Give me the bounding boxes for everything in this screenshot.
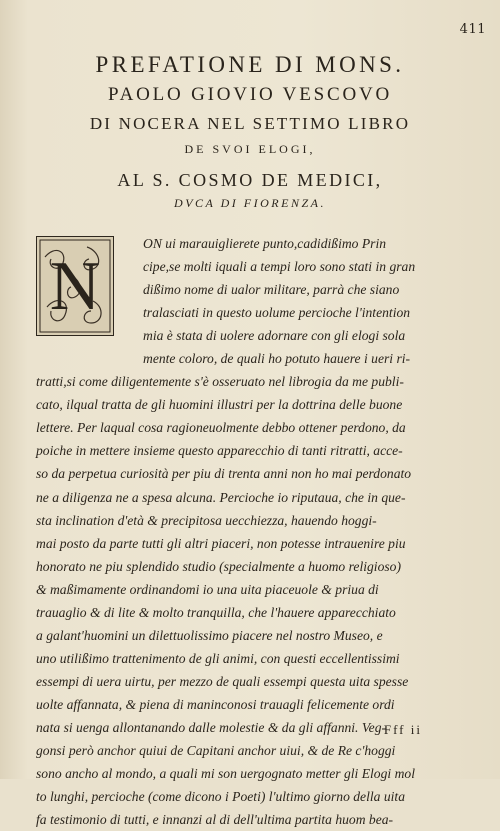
title-line-1: PREFATIONE DI MONS.: [95, 52, 405, 77]
text-line: so da perpetua curiosità per piu di trenta anni non ho mai perdonato: [36, 466, 412, 482]
dedication-subline: DVCA DI FIORENZA.: [174, 196, 326, 210]
text-line: essempi di uera uirtu, per mezzo de quali essempi questa uita spesse: [36, 673, 409, 689]
text-line: cipe,se molti iquali a tempi loro sono stati in gran: [143, 259, 416, 275]
title-line-4: DE SVOI ELOGI,: [184, 142, 316, 156]
text-line: a galant'huomini un dilettuolissimo piacere nel nostro Museo, e: [36, 627, 383, 643]
dedication-line: AL S. COSMO DE MEDICI,: [117, 170, 383, 190]
initial-letter: N: [49, 248, 101, 325]
text-line: tralasciati in questo uolume percioche l'intention: [143, 305, 411, 321]
text-line: sta inclination d'età & precipitosa uecchiezza, hauendo hoggi-: [36, 512, 377, 528]
text-line: gonsi però anchor quiui de Capitani anchor uiui, & de Re c'hoggi: [36, 743, 396, 759]
text-line: uolte affannata, & piena di maninconosi trauagli felicemente ordi: [36, 696, 395, 712]
text-line: dißimo nome di ualor militare, parrà che siano: [143, 282, 400, 298]
text-line: mente coloro, de quali ho potuto hauere i ueri ri-: [143, 351, 411, 367]
text-line: ne a diligenza ne a spesa alcuna. Percioche io riputaua, che in que-: [36, 489, 406, 505]
page-number: 411: [459, 22, 486, 37]
catchword: Fff ii: [383, 722, 422, 737]
text-line: mai posto da parte tutti gli altri piaceri, non potesse intrauenire piu: [36, 535, 406, 551]
body-text: [36, 232, 440, 831]
text-line: uno utilißimo trattenimento de gli animi, con questi eccellentissimi: [36, 650, 400, 666]
text-line: ON ui marauiglierete punto,cadidißimo Prin: [143, 236, 387, 251]
text-line: cato, ilqual tratta de gli huomini illustri per la dottrina delle buone: [36, 397, 403, 413]
text-line: trauaglio & di lite & molto tranquilla, che l'hauere apparecchiato: [36, 604, 396, 620]
text-line: to lunghi, percioche (come dicono i Poeti) l'ultimo giorno della uita: [36, 789, 405, 805]
text-line: nata si uenga allontanando dalle molestie & da gli affanni. Veg-: [36, 719, 387, 735]
text-line: poiche in mettere insieme questo apparecchio di tanti ritratti, acce-: [36, 443, 403, 459]
text-line: & maßimamente ordinandomi io una uita piaceuole & priua di: [36, 581, 379, 597]
title-line-2: PAOLO GIOVIO VESCOVO: [107, 84, 393, 105]
text-line: honorato ne piu splendido studio (specialmente a huomo religioso): [36, 558, 401, 574]
text-line: fa testimonio di tutti, e innanzi al di dell'ultima partita huom bea-: [36, 812, 394, 828]
text-line: tratti,si come diligentemente s'è osseruato nel librogia da me publi-: [36, 374, 404, 390]
text-line: lettere. Per laqual cosa ragioneuolmente debbo ottener perdono, da: [36, 420, 406, 436]
text-line: mia è stata di uolere adornare con gli elogi sola: [143, 328, 406, 344]
text-line: sono ancho al mondo, a quali mi son uergognato metter gli Elogi mol: [36, 766, 415, 782]
title-line-3: DI NOCERA NEL SETTIMO LIBRO: [89, 114, 411, 133]
